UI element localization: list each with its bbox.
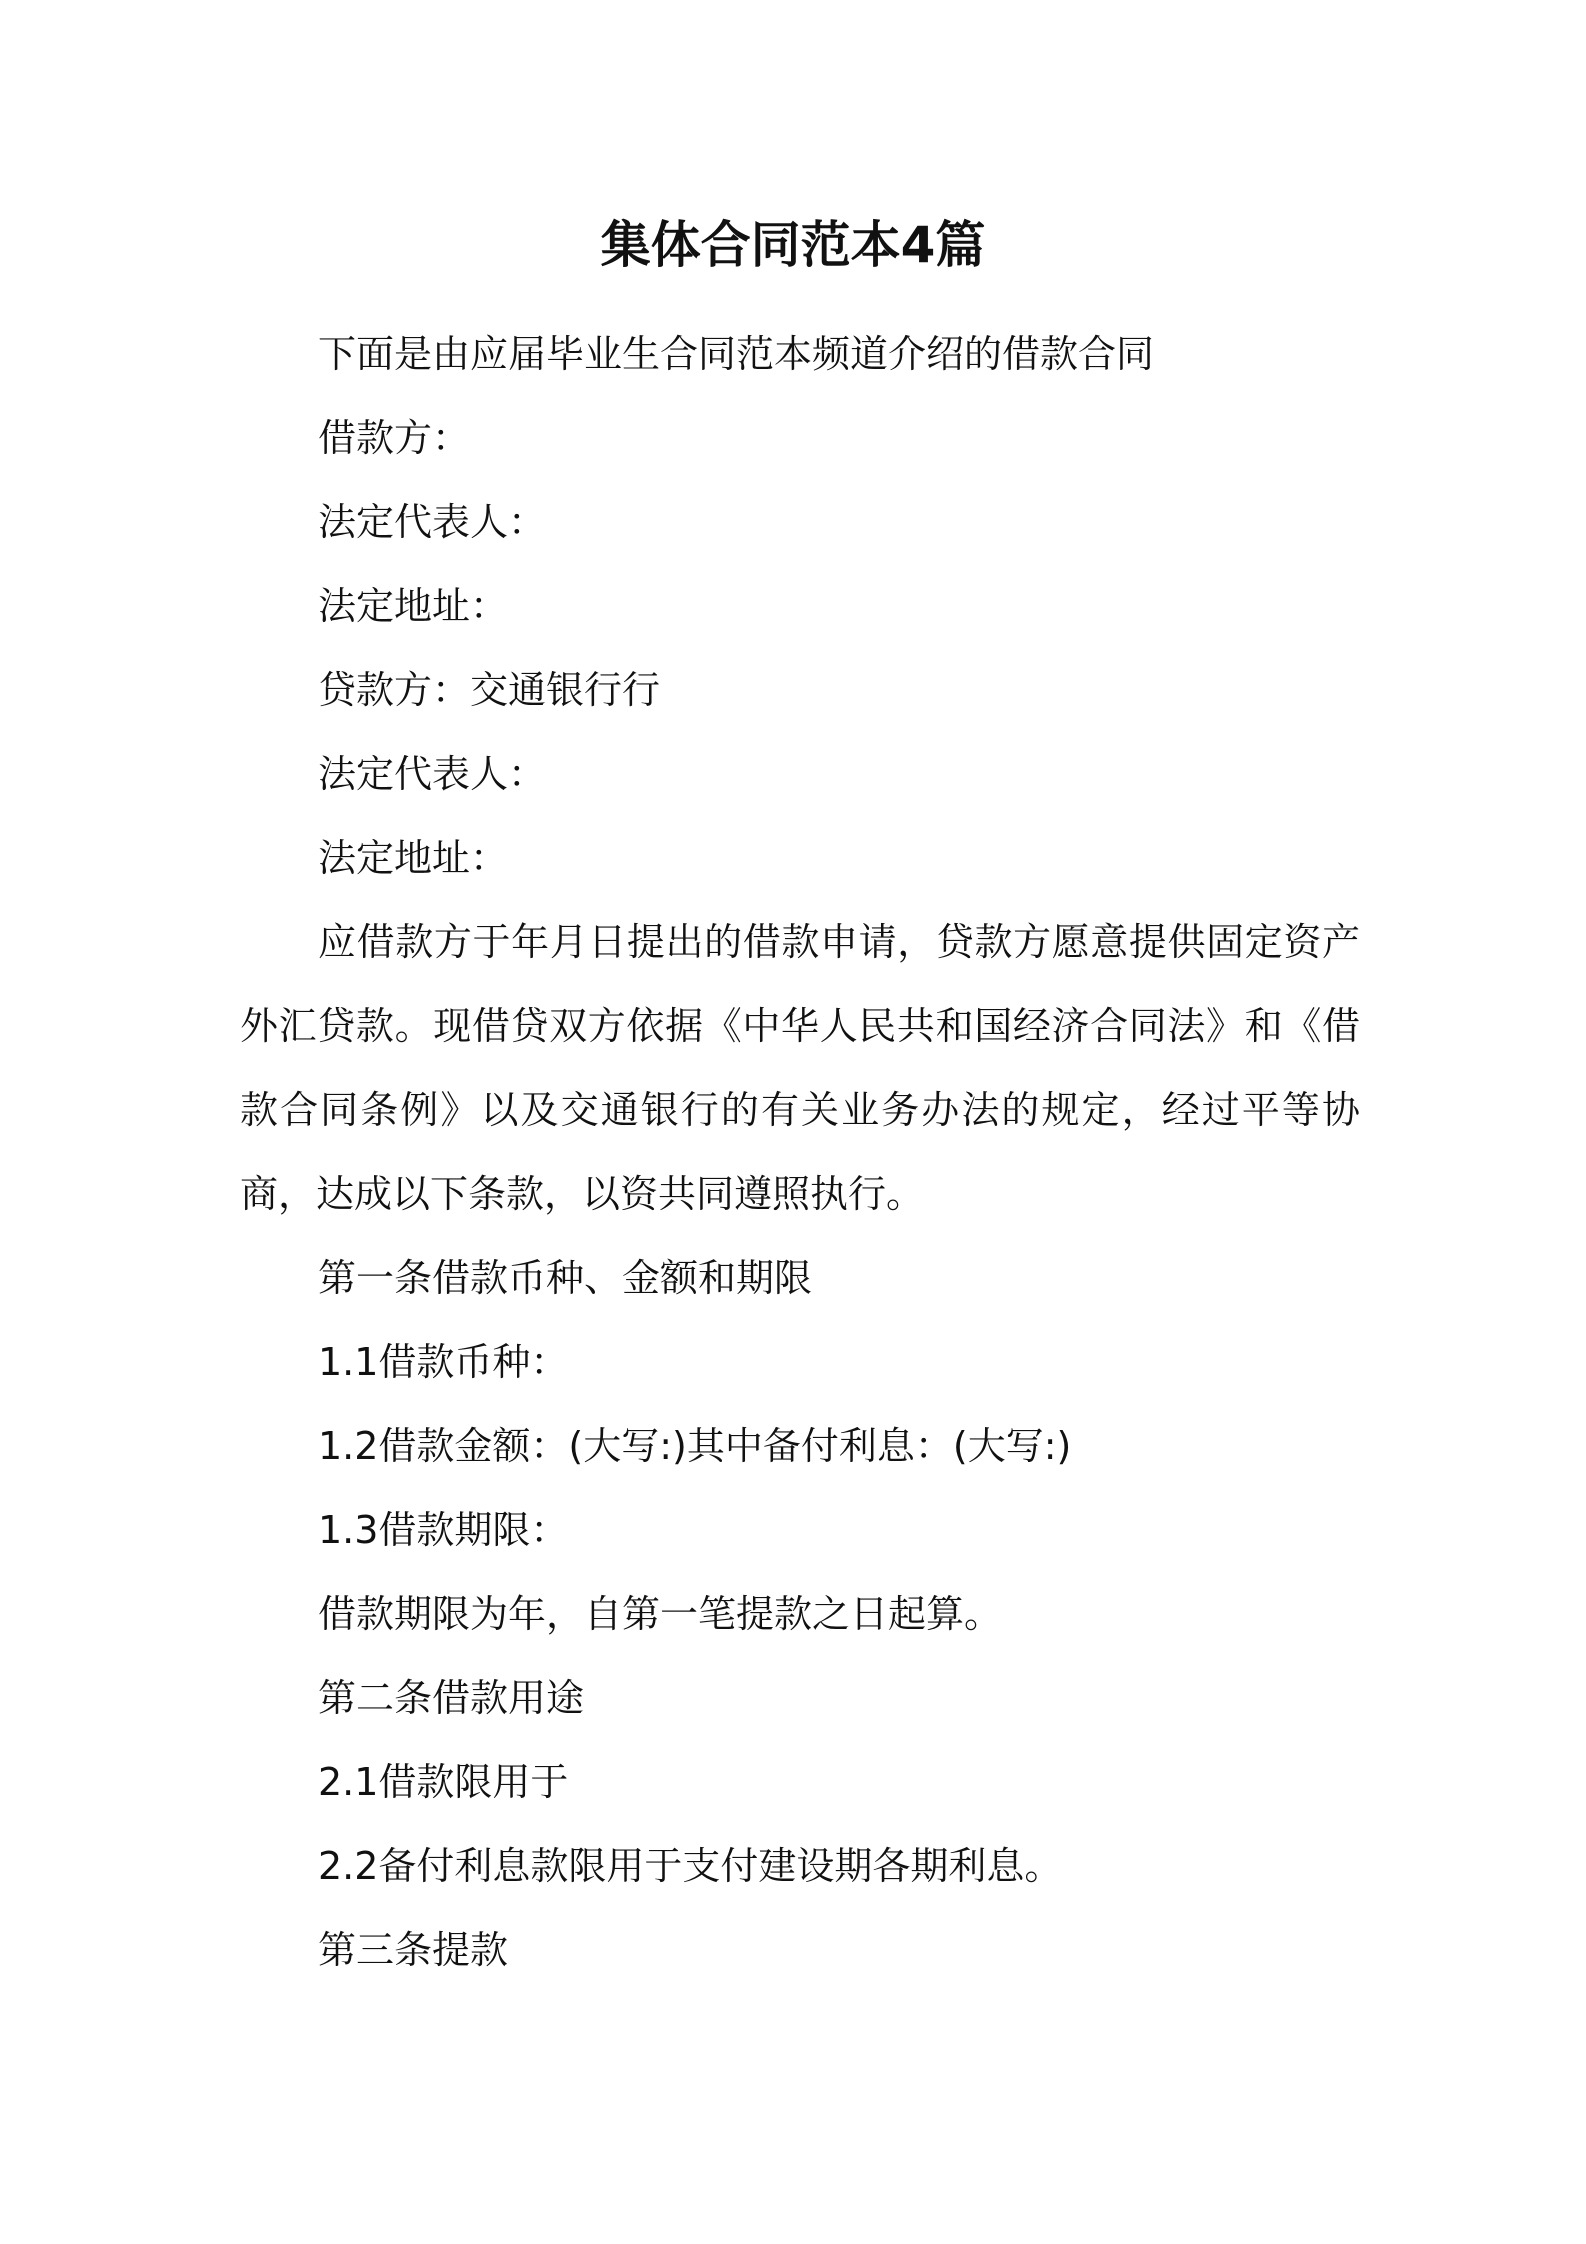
article-3-heading: 第三条提款: [318, 1928, 509, 1972]
document-title: 集体合同范本4篇: [600, 216, 986, 274]
loan-term-text: 借款期限为年，自第一笔提款之日起算。: [318, 1592, 1003, 1636]
lender-representative-line: 法定代表人：: [318, 752, 547, 796]
borrower-representative-line: 法定代表人：: [318, 500, 547, 544]
intro-line: 下面是由应届毕业生合同范本频道介绍的借款合同: [318, 332, 1155, 376]
item-1-3: 1.3借款期限：: [318, 1508, 569, 1552]
article-2-heading: 第二条借款用途: [318, 1676, 585, 1720]
borrower-line: 借款方：: [318, 416, 471, 460]
lender-line: 贷款方：交通银行行: [318, 668, 661, 712]
item-1-1: 1.1借款币种：: [318, 1340, 569, 1384]
item-2-1: 2.1借款限用于: [318, 1760, 569, 1804]
lender-address-line: 法定地址：: [318, 836, 509, 880]
article-1-heading: 第一条借款币种、金额和期限: [318, 1256, 813, 1300]
borrower-address-line: 法定地址：: [318, 584, 509, 628]
item-2-2: 2.2备付利息款限用于支付建设期各期利息。: [318, 1844, 1063, 1888]
main-paragraph: 应借款方于年月日提出的借款申请，贷款方愿意提供固定资产外汇贷款。现借贷双方依据《中华人民共和国经济合同法》和《借款合同条例》以及交通银行的有关业务办法的规定，经过平等协商，达成以下条款，以资共同遵照执行。: [240, 920, 1360, 1216]
item-1-2: 1.2借款金额：(大写:)其中备付利息：(大写:): [318, 1424, 1072, 1468]
